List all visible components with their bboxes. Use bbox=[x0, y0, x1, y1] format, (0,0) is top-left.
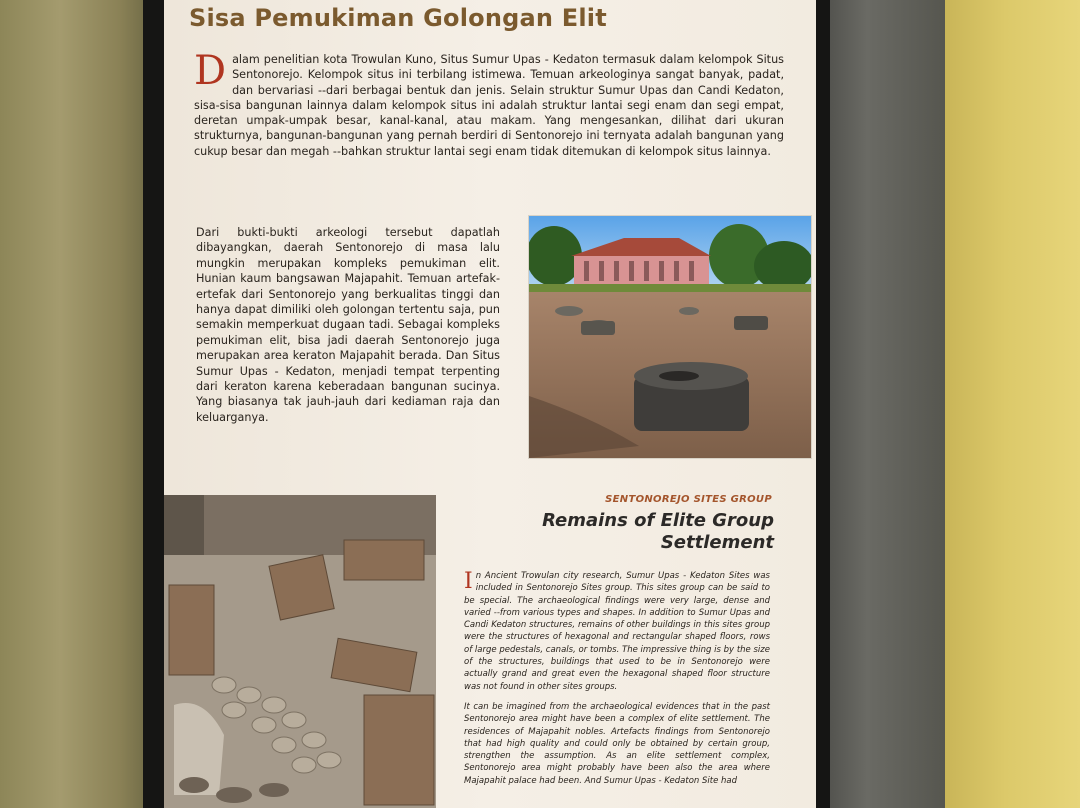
english-title bbox=[484, 510, 774, 554]
intro-dropcap: D bbox=[194, 48, 227, 94]
yellow-wall bbox=[945, 0, 1080, 808]
pavilion-with-pedestals-photo bbox=[529, 216, 811, 458]
info-panel bbox=[164, 0, 816, 808]
brick-ruins-photo bbox=[164, 495, 436, 808]
english-paragraph-1-text: n Ancient Trowulan city research, Sumur Upas - Kedaton Sites was included in Sentonorejo Sites group. This sites group can be said to be special. The archaeological findings were very large, dense and varied --from various types and shapes. In addition to Sumur Upas and Candi Kedaton structures, remains of other buildings in this sites group were the structures of hexagonal and rectangular shaped floors, rows of large pedestals, canals, or tombs. The impressive thing is by the size of the structures, buildings that used to be in Sentonorejo were actually grand and great even the hexagonal shaped floor structure was not found in other sites groups. bbox=[464, 571, 770, 692]
intro-text: alam penelitian kota Trowulan Kuno, Situs Sumur Upas - Kedaton termasuk dalam kelompok Situs Sentonorejo. Kelompok situs ini terbilang istimewa. Temuan arkeologinya sangat banyak, padat, dan bervariasi --dari berbagai bentuk dan jenis. Selain struktur Sumur Upas dan Candi Kedaton, sisa-sisa bangunan lainnya dalam kelompok situs ini adalah struktur lantai segi enam dan segi empat, deretan umpak-umpak besar, kanal-kanal, atau makam. Yang mengesankan, dilihat dari ukuran strukturnya, bangunan-bangunan yang pernah berdiri di Sentonorejo ini ternyata adalah bangunan yang cukup besar dan megah --bahkan struktur lantai segi enam tidak ditemukan di kelompok situs lainnya. bbox=[194, 53, 784, 158]
concrete-pillar bbox=[0, 0, 150, 808]
intro-paragraph bbox=[194, 48, 784, 159]
second-paragraph: Dari bukti-bukti arkeologi tersebut dapatlah dibayangkan, daerah Sentonorejo di masa lalu mungkin merupakan kompleks pemukiman elit. Hunian kaum bangsawan Majapahit. Temuan artefak-ertefak dari Sentonorejo yang berkualitas tinggi dan hanya dapat dimiliki oleh golongan tertentu saja, pun semakin memperkuat dugaan tadi. Sebagai kompleks pemukiman elit, bisa jadi daerah Sentonorejo juga merupakan area keraton Majapahit berada. Dan Situs Sumur Upas - Kedaton, menjadi tempat terpenting dari keraton karena keberadaan bangunan sucinya. Yang biasanya tak jauh-jauh dari kediaman raja dan keluarganya. bbox=[196, 226, 500, 424]
display-stand-side bbox=[815, 0, 945, 808]
english-title-line2: Settlement bbox=[660, 532, 774, 553]
pavilion-photo bbox=[528, 215, 812, 459]
english-kicker: SENTONOREJO SITES GROUP bbox=[605, 494, 772, 505]
english-dropcap: I bbox=[464, 569, 473, 594]
ruins-photo bbox=[164, 495, 436, 808]
english-title-line1: Remains of Elite Group bbox=[542, 510, 774, 531]
english-paragraph-2: It can be imagined from the archaeological evidences that in the past Sentonorejo area might have been a complex of elite settlement. The residences of Majapahit nobles. Artefacts findings from Sentonorejo that had high quality and could only be obtained by certain group, strengthen the assumption. As an elite settlement complex, Sentonorejo area might probably have been also the area where Majapahit palace had been. And Sumur Upas - Kedaton Site had bbox=[464, 701, 770, 786]
panel-title: Sisa Pemukiman Golongan Elit bbox=[189, 4, 607, 32]
english-paragraph-1 bbox=[464, 570, 770, 693]
english-text bbox=[464, 570, 770, 795]
